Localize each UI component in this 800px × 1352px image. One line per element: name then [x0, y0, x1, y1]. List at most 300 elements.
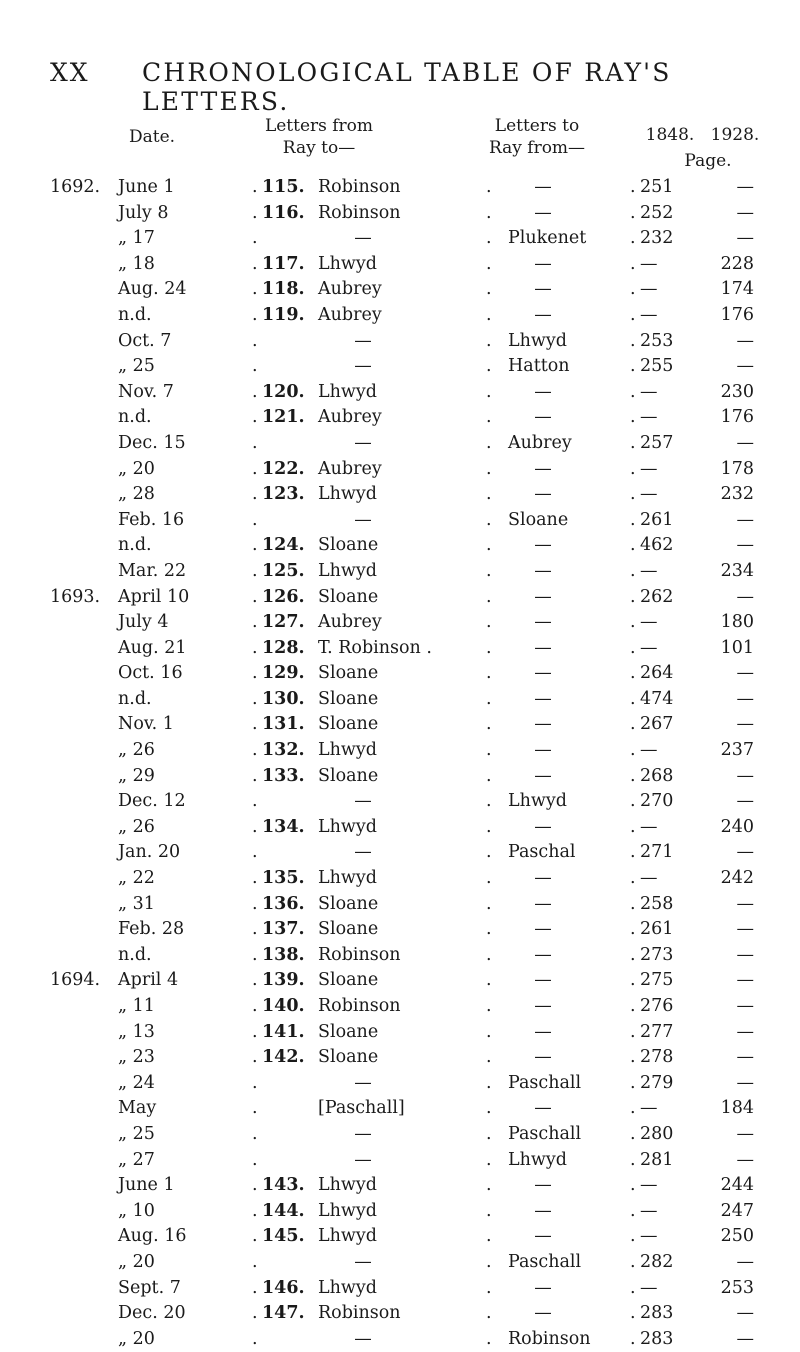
letter-to-cell: Lhwyd — [318, 868, 377, 889]
leader-dot: . — [630, 1175, 636, 1196]
leader-dot: . — [630, 177, 636, 197]
page-1848-cell: 282 — [640, 1251, 674, 1272]
page-1928-cell: — — [736, 1303, 754, 1324]
page-1848-cell: — — [640, 1175, 658, 1196]
date-cell: Aug. 24 — [118, 279, 187, 300]
letter-to-cell: — — [354, 228, 372, 249]
leader-dot: . — [252, 330, 258, 351]
page-1848-cell: — — [640, 1200, 658, 1221]
letter-to-cell: — — [354, 509, 372, 530]
leader-dot: . — [630, 356, 636, 377]
table-row — [0, 175, 800, 201]
letter-to-cell: Robinson — [318, 177, 401, 197]
letter-from-cell: — — [534, 944, 552, 965]
leader-dot: . — [486, 560, 492, 581]
table-row — [0, 764, 800, 790]
leader-dot: . — [486, 1072, 492, 1093]
date-cell: Sept. 7 — [118, 1277, 181, 1298]
leader-dot: . — [486, 458, 492, 479]
column-header-1848: 1848. — [645, 125, 695, 145]
table-row — [0, 968, 800, 994]
table-row — [0, 943, 800, 969]
table-row — [0, 354, 800, 380]
letter-number-cell: 133. — [262, 765, 305, 786]
letter-from-cell: — — [534, 816, 552, 837]
leader-dot: . — [486, 1200, 492, 1221]
letter-number-cell: 117. — [262, 253, 305, 274]
page-1848-cell: 232 — [640, 228, 674, 249]
letter-number-cell: 147. — [262, 1303, 305, 1324]
leader-dot: . — [486, 1303, 492, 1324]
date-cell: Nov. 7 — [118, 381, 174, 402]
letter-to-cell: T. Robinson . — [318, 637, 432, 658]
letter-from-cell: — — [534, 1277, 552, 1298]
letter-number-cell: 138. — [262, 944, 305, 965]
page-1928-cell: — — [736, 1123, 754, 1144]
date-cell: Dec. 12 — [118, 791, 186, 812]
leader-dot: . — [630, 1303, 636, 1324]
date-cell: Aug. 16 — [118, 1226, 187, 1247]
letter-from-cell: Lhwyd — [508, 791, 567, 812]
letter-to-cell: Lhwyd — [318, 560, 377, 581]
leader-dot: . — [252, 1098, 258, 1119]
page-1848-cell: 275 — [640, 970, 674, 991]
letter-to-cell: Lhwyd — [318, 816, 377, 837]
letter-number-cell: 137. — [262, 919, 305, 940]
date-cell: „ 22 — [118, 868, 155, 889]
page-1928-cell: — — [736, 970, 754, 991]
letter-number-cell: 139. — [262, 970, 305, 991]
date-cell: June 1 — [118, 177, 175, 197]
page-1848-cell: — — [640, 560, 658, 581]
column-header-letters-from-line2: Ray to— — [282, 138, 356, 158]
table-row — [0, 789, 800, 815]
leader-dot: . — [486, 1328, 492, 1349]
leader-dot: . — [630, 714, 636, 735]
letter-to-cell: — — [354, 330, 372, 351]
date-cell: n.d. — [118, 304, 152, 325]
date-cell: Nov. 1 — [118, 714, 174, 735]
page-1848-cell: — — [640, 1277, 658, 1298]
page-1928-cell: — — [736, 1047, 754, 1068]
date-cell: n.d. — [118, 944, 152, 965]
page-1928-cell: 174 — [720, 279, 754, 300]
leader-dot: . — [252, 253, 258, 274]
letter-from-cell: — — [534, 304, 552, 325]
letter-from-cell: — — [534, 253, 552, 274]
date-cell: „ 20 — [118, 458, 155, 479]
letter-from-cell: — — [534, 688, 552, 709]
letter-from-cell: Aubrey — [508, 432, 572, 453]
letter-from-cell: — — [534, 1021, 552, 1042]
page-1928-cell: — — [736, 714, 754, 735]
letter-to-cell: Sloane — [318, 765, 379, 786]
leader-dot: . — [486, 586, 492, 607]
column-header-letters-from — [234, 115, 404, 159]
date-cell: Dec. 15 — [118, 432, 186, 453]
leader-dot: . — [630, 1200, 636, 1221]
letter-to-cell: Sloane — [318, 1047, 379, 1068]
letter-from-cell: — — [534, 202, 552, 223]
leader-dot: . — [252, 919, 258, 940]
page-1928-cell: — — [736, 1072, 754, 1093]
table-row — [0, 712, 800, 738]
table-row — [0, 1327, 800, 1352]
leader-dot: . — [252, 228, 258, 249]
page-1848-cell: 262 — [640, 586, 674, 607]
letter-number-cell: 134. — [262, 816, 305, 837]
leader-dot: . — [486, 1047, 492, 1068]
letter-number-cell: 127. — [262, 612, 305, 633]
leader-dot: . — [252, 381, 258, 402]
letter-number-cell: 136. — [262, 893, 305, 914]
leader-dot: . — [630, 970, 636, 991]
page-1928-cell: 101 — [720, 637, 754, 658]
page-1928-cell: 178 — [720, 458, 754, 479]
date-cell: Oct. 16 — [118, 663, 183, 684]
running-title: CHRONOLOGICAL TABLE OF RAY'S LETTERS. — [142, 58, 672, 116]
letter-from-cell: Hatton — [508, 356, 570, 377]
page-1848-cell: 264 — [640, 663, 674, 684]
letters-table — [0, 175, 800, 1352]
year-cell: 1693. — [50, 586, 101, 607]
page-1848-cell: 268 — [640, 765, 674, 786]
page-1928-cell: 232 — [720, 484, 754, 505]
date-cell: „ 23 — [118, 1047, 155, 1068]
table-row — [0, 917, 800, 943]
date-cell: „ 18 — [118, 253, 155, 274]
letter-from-cell: — — [534, 586, 552, 607]
leader-dot: . — [486, 816, 492, 837]
column-header-1928: 1928. — [710, 125, 760, 145]
letter-from-cell: — — [534, 612, 552, 633]
leader-dot: . — [252, 535, 258, 556]
page-1928-cell: — — [736, 509, 754, 530]
date-cell: „ 20 — [118, 1251, 155, 1272]
page-1848-cell: — — [640, 612, 658, 633]
letter-number-cell: 142. — [262, 1047, 305, 1068]
letter-to-cell: — — [354, 1149, 372, 1170]
letter-from-cell: Paschal — [508, 842, 576, 863]
letter-to-cell: Lhwyd — [318, 740, 377, 761]
letter-from-cell: — — [534, 1175, 552, 1196]
page-1928-cell: — — [736, 944, 754, 965]
page-header — [0, 58, 800, 116]
date-cell: May — [118, 1098, 157, 1119]
leader-dot: . — [630, 765, 636, 786]
page-1928-cell: — — [736, 1149, 754, 1170]
leader-dot: . — [252, 304, 258, 325]
leader-dot: . — [486, 688, 492, 709]
leader-dot: . — [486, 791, 492, 812]
table-row — [0, 482, 800, 508]
leader-dot: . — [486, 970, 492, 991]
letter-to-cell: Sloane — [318, 663, 379, 684]
letter-to-cell: Aubrey — [318, 279, 382, 300]
letter-to-cell: Lhwyd — [318, 1277, 377, 1298]
letter-from-cell: — — [534, 970, 552, 991]
letter-to-cell: Lhwyd — [318, 1175, 377, 1196]
leader-dot: . — [486, 202, 492, 223]
letter-to-cell: — — [354, 356, 372, 377]
leader-dot: . — [630, 458, 636, 479]
letter-to-cell: Sloane — [318, 893, 379, 914]
letter-number-cell: 119. — [262, 304, 305, 325]
page-1928-cell: 244 — [720, 1175, 754, 1196]
page-1928-cell: — — [736, 330, 754, 351]
table-row — [0, 252, 800, 278]
leader-dot: . — [630, 1047, 636, 1068]
leader-dot: . — [486, 714, 492, 735]
date-cell: „ 31 — [118, 893, 155, 914]
page-1848-cell: 273 — [640, 944, 674, 965]
page-1928-cell: — — [736, 177, 754, 197]
letter-to-cell: Aubrey — [318, 304, 382, 325]
page-1928-cell: 230 — [720, 381, 754, 402]
page-1848-cell: 255 — [640, 356, 674, 377]
table-row — [0, 585, 800, 611]
letter-from-cell: — — [534, 893, 552, 914]
letter-number-cell: 122. — [262, 458, 305, 479]
page-1928-cell: 242 — [720, 868, 754, 889]
page-1848-cell: 283 — [640, 1328, 674, 1349]
leader-dot: . — [252, 1021, 258, 1042]
column-header-letters-to-line2: Ray from— — [488, 138, 586, 158]
leader-dot: . — [486, 1098, 492, 1119]
page-1848-cell: 280 — [640, 1123, 674, 1144]
letter-number-cell: 118. — [262, 279, 305, 300]
page-1928-cell: 237 — [720, 740, 754, 761]
leader-dot: . — [252, 944, 258, 965]
date-cell: „ 13 — [118, 1021, 155, 1042]
letter-to-cell: Sloane — [318, 919, 379, 940]
leader-dot: . — [486, 996, 492, 1016]
page-1928-cell: — — [736, 765, 754, 786]
date-cell: April 4 — [118, 970, 179, 991]
leader-dot: . — [630, 1149, 636, 1170]
table-row — [0, 1224, 800, 1250]
leader-dot: . — [630, 432, 636, 453]
page-1848-cell: 283 — [640, 1303, 674, 1324]
table-row — [0, 457, 800, 483]
letter-to-cell: Aubrey — [318, 612, 382, 633]
leader-dot: . — [252, 202, 258, 223]
letter-from-cell: — — [534, 637, 552, 658]
leader-dot: . — [486, 842, 492, 863]
letter-number-cell: 130. — [262, 688, 305, 709]
letter-to-cell: — — [354, 791, 372, 812]
date-cell: Mar. 22 — [118, 560, 187, 581]
letter-from-cell: Paschall — [508, 1251, 582, 1272]
leader-dot: . — [252, 893, 258, 914]
letter-to-cell: Sloane — [318, 586, 379, 607]
page-1928-cell: — — [736, 1251, 754, 1272]
column-header-date: Date. — [128, 127, 176, 147]
letter-to-cell: — — [354, 1328, 372, 1349]
leader-dot: . — [486, 1123, 492, 1144]
leader-dot: . — [252, 1123, 258, 1144]
leader-dot: . — [630, 996, 636, 1016]
page-1928-cell: — — [736, 586, 754, 607]
leader-dot: . — [252, 1226, 258, 1247]
letter-to-cell: Sloane — [318, 535, 379, 556]
letter-from-cell: — — [534, 740, 552, 761]
letter-to-cell: Lhwyd — [318, 381, 377, 402]
leader-dot: . — [630, 381, 636, 402]
leader-dot: . — [252, 279, 258, 300]
page-1848-cell: — — [640, 1098, 658, 1119]
letter-from-cell: — — [534, 1303, 552, 1324]
date-cell: July 4 — [118, 612, 169, 633]
table-row — [0, 687, 800, 713]
leader-dot: . — [252, 1251, 258, 1272]
date-cell: „ 26 — [118, 740, 155, 761]
leader-dot: . — [486, 177, 492, 197]
letter-from-cell: — — [534, 1047, 552, 1068]
letter-to-cell: — — [354, 842, 372, 863]
table-row — [0, 533, 800, 559]
letter-number-cell: 144. — [262, 1200, 305, 1221]
date-cell: Dec. 20 — [118, 1303, 186, 1324]
table-row — [0, 1096, 800, 1122]
leader-dot: . — [252, 177, 258, 197]
date-cell: April 10 — [118, 586, 190, 607]
leader-dot: . — [252, 1149, 258, 1170]
leader-dot: . — [252, 1047, 258, 1068]
leader-dot: . — [252, 1277, 258, 1298]
date-cell: n.d. — [118, 688, 152, 709]
leader-dot: . — [252, 586, 258, 607]
page-1928-cell: 234 — [720, 560, 754, 581]
leader-dot: . — [486, 484, 492, 505]
table-row — [0, 405, 800, 431]
table-row — [0, 1250, 800, 1276]
page-1848-cell: 257 — [640, 432, 674, 453]
table-row — [0, 840, 800, 866]
leader-dot: . — [252, 458, 258, 479]
letter-number-cell: 115. — [262, 177, 305, 197]
table-row — [0, 431, 800, 457]
table-row — [0, 1148, 800, 1174]
leader-dot: . — [486, 919, 492, 940]
page-1848-cell: 253 — [640, 330, 674, 351]
table-row — [0, 815, 800, 841]
leader-dot: . — [630, 1251, 636, 1272]
page-1928-cell: 180 — [720, 612, 754, 633]
leader-dot: . — [486, 330, 492, 351]
leader-dot: . — [486, 356, 492, 377]
date-cell: „ 10 — [118, 1200, 155, 1221]
leader-dot: . — [252, 791, 258, 812]
column-header-letters-from-line1: Letters from — [264, 116, 374, 136]
letter-from-cell: Lhwyd — [508, 330, 567, 351]
date-cell: July 8 — [118, 202, 169, 223]
letter-number-cell: 141. — [262, 1021, 305, 1042]
page-1928-cell: — — [736, 842, 754, 863]
page-1928-cell: 253 — [720, 1277, 754, 1298]
page-1928-cell: — — [736, 432, 754, 453]
table-row — [0, 1173, 800, 1199]
date-cell: „ 20 — [118, 1328, 155, 1349]
page-1928-cell: 228 — [720, 253, 754, 274]
page-1848-cell: 251 — [640, 177, 674, 197]
page-1848-cell: — — [640, 740, 658, 761]
column-header-letters-to-line1: Letters to — [494, 116, 580, 136]
leader-dot: . — [630, 1277, 636, 1298]
table-row — [0, 738, 800, 764]
letter-to-cell: Sloane — [318, 970, 379, 991]
table-row — [0, 636, 800, 662]
letter-number-cell: 121. — [262, 407, 305, 428]
leader-dot: . — [630, 228, 636, 249]
letter-from-cell: — — [534, 919, 552, 940]
leader-dot: . — [252, 740, 258, 761]
page-1928-cell: — — [736, 356, 754, 377]
letter-from-cell: — — [534, 868, 552, 889]
page-1848-cell: — — [640, 407, 658, 428]
date-cell: „ 25 — [118, 1123, 155, 1144]
leader-dot: . — [486, 1251, 492, 1272]
leader-dot: . — [630, 688, 636, 709]
leader-dot: . — [630, 893, 636, 914]
date-cell: „ 28 — [118, 484, 155, 505]
letter-from-cell: Plukenet — [508, 228, 587, 249]
letter-from-cell: — — [534, 714, 552, 735]
letter-number-cell: 143. — [262, 1175, 305, 1196]
leader-dot: . — [630, 484, 636, 505]
leader-dot: . — [252, 714, 258, 735]
year-cell: 1694. — [50, 970, 101, 991]
letter-to-cell: Lhwyd — [318, 1200, 377, 1221]
leader-dot: . — [630, 279, 636, 300]
date-cell: Feb. 16 — [118, 509, 185, 530]
letter-from-cell: — — [534, 279, 552, 300]
date-cell: Feb. 28 — [118, 919, 185, 940]
leader-dot: . — [486, 765, 492, 786]
table-row — [0, 1045, 800, 1071]
leader-dot: . — [630, 253, 636, 274]
letter-from-cell: Sloane — [508, 509, 569, 530]
leader-dot: . — [252, 1303, 258, 1324]
leader-dot: . — [630, 560, 636, 581]
letter-from-cell: — — [534, 177, 552, 197]
leader-dot: . — [486, 1021, 492, 1042]
letter-number-cell: 125. — [262, 560, 305, 581]
leader-dot: . — [252, 868, 258, 889]
page-1848-cell: 276 — [640, 996, 674, 1016]
page-1848-cell: 252 — [640, 202, 674, 223]
leader-dot: . — [252, 560, 258, 581]
page-1928-cell: — — [736, 535, 754, 556]
letter-from-cell: — — [534, 1098, 552, 1119]
table-row — [0, 277, 800, 303]
leader-dot: . — [630, 1123, 636, 1144]
leader-dot: . — [630, 1072, 636, 1093]
leader-dot: . — [630, 304, 636, 325]
letter-from-cell: — — [534, 996, 552, 1016]
letter-from-cell: Lhwyd — [508, 1149, 567, 1170]
date-cell: n.d. — [118, 535, 152, 556]
leader-dot: . — [486, 868, 492, 889]
leader-dot: . — [630, 1328, 636, 1349]
letter-number-cell: 135. — [262, 868, 305, 889]
page-1848-cell: 277 — [640, 1021, 674, 1042]
leader-dot: . — [486, 1175, 492, 1196]
page-1848-cell: 474 — [640, 688, 674, 709]
leader-dot: . — [630, 816, 636, 837]
leader-dot: . — [252, 996, 258, 1016]
leader-dot: . — [486, 228, 492, 249]
